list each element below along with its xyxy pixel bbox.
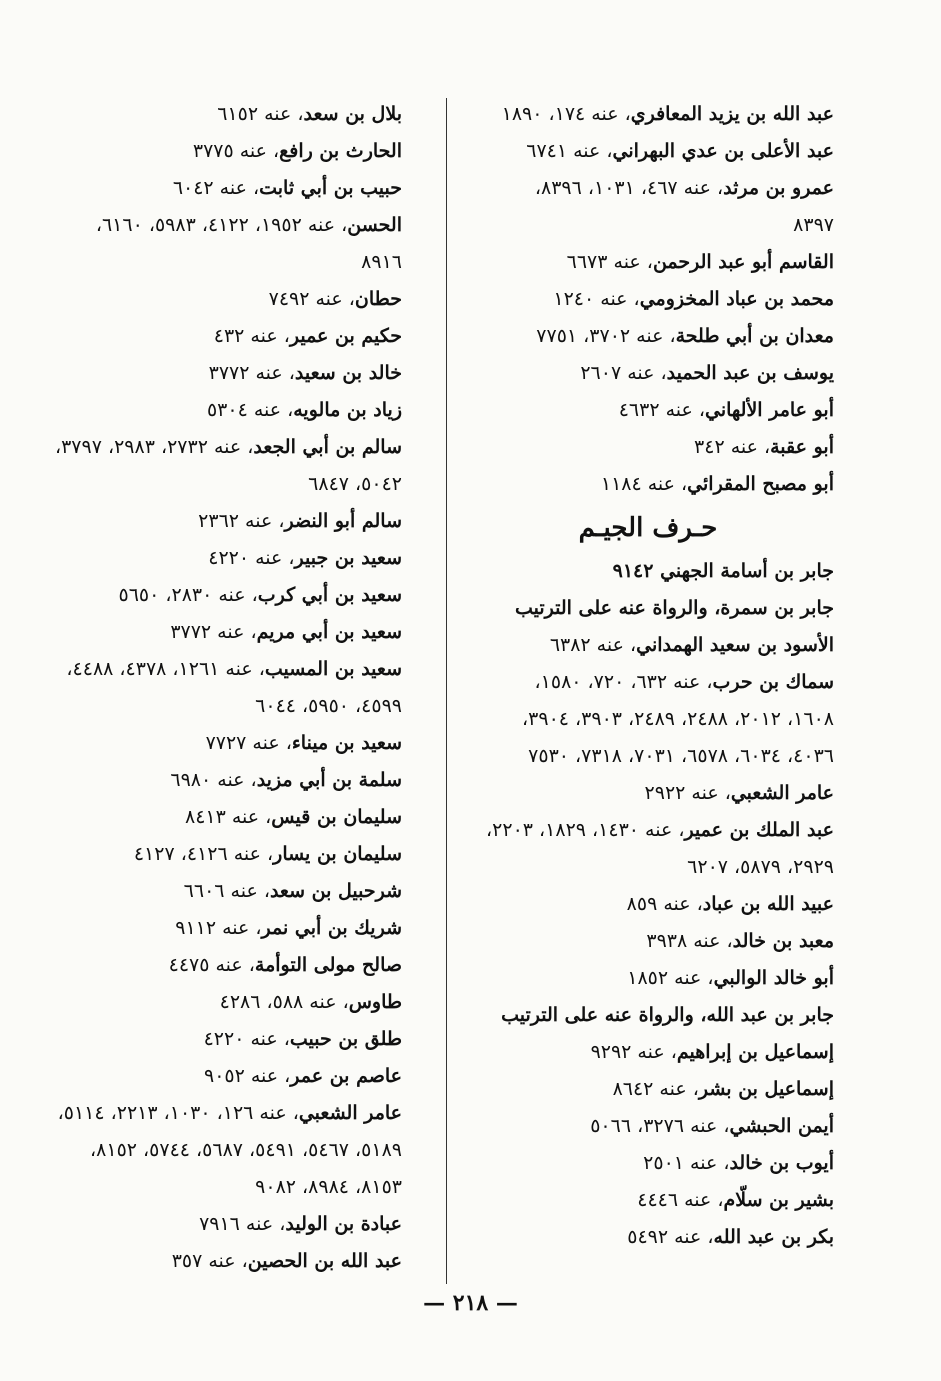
index-column-left	[20, 96, 402, 1280]
hadith-references: ، عنه ٣٩٣٨	[646, 930, 733, 952]
narrator-name: إسماعيل بن إبراهيم	[676, 1041, 834, 1063]
index-entry-continuation	[20, 244, 402, 281]
index-entry-continuation	[20, 1169, 402, 1206]
hadith-references: ، عنه ٣٧٠٢، ٧٧٥١	[536, 325, 676, 347]
index-entry	[462, 244, 834, 281]
narrator-name: إسماعيل بن بشر	[698, 1078, 834, 1100]
index-entry-continuation	[20, 688, 402, 725]
narrator-name: أبو مصبح المقرائي	[687, 473, 834, 495]
hadith-references: ، عنه ١٢٤٠	[553, 288, 640, 310]
hadith-references: ، عنه ٤٢٢٠	[203, 1028, 290, 1050]
column-divider	[446, 98, 447, 1284]
narrator-name: جابر بن سمرة، والرواة عنه على الترتيب	[514, 597, 834, 619]
index-entry	[462, 466, 834, 503]
hadith-references: ، عنه ١٤٣٠، ١٨٢٩، ٢٢٠٣،	[486, 819, 685, 841]
index-entry	[462, 553, 834, 590]
hadith-references: ، عنه ٥٨٨، ٤٢٨٦	[219, 991, 349, 1013]
index-entry	[462, 96, 834, 133]
narrator-name: حطان	[354, 288, 402, 310]
hadith-references: ٤٥٩٩، ٥٩٥٠، ٦٠٤٤	[255, 695, 402, 717]
hadith-references: ، عنه ٢٥٠١	[643, 1152, 730, 1174]
narrator-name: عمرو بن مرثد	[723, 177, 834, 199]
index-entry	[462, 886, 834, 923]
index-entry	[20, 1095, 402, 1132]
hadith-references: ، عنه ٢٣٦٢	[198, 510, 285, 532]
narrator-name: عامر الشعبي	[298, 1102, 402, 1124]
hadith-references: ، عنه ١٧٤، ١٨٩٠	[501, 103, 631, 125]
index-entry	[20, 133, 402, 170]
narrator-name: خالد بن سعيد	[294, 362, 402, 384]
index-entry	[20, 762, 402, 799]
hadith-references: ، عنه ٤٦٣٢	[618, 399, 706, 421]
index-entry	[20, 725, 402, 762]
hadith-references: ، عنه ٨٦٤٢	[612, 1078, 699, 1100]
narrator-name: شريك بن أبي نمر	[261, 917, 402, 939]
hadith-references: ٨١٥٣، ٨٩٨٤، ٩٠٨٢	[255, 1176, 402, 1198]
index-entry	[462, 590, 834, 627]
narrator-name: سلمة بن أبي مزيد	[256, 769, 402, 791]
index-entry-continuation	[20, 1132, 402, 1169]
narrator-name: عبد الأعلى بن عدي البهراني	[612, 140, 834, 162]
index-entry	[462, 1182, 834, 1219]
index-entry	[20, 96, 402, 133]
narrator-name: أبو عامر الألهاني	[705, 399, 834, 421]
hadith-references: ، عنه ٣٧٧٢	[170, 621, 257, 643]
index-entry	[20, 170, 402, 207]
hadith-references: ، عنه ١٢٦، ١٠٣٠، ٢٢١٣، ٥١١٤،	[57, 1102, 299, 1124]
hadith-references: ، عنه ٩٢٩٢	[590, 1041, 677, 1063]
hadith-references: ، عنه ٦٩٨٠	[170, 769, 257, 791]
narrator-name: عبد الملك بن عمير	[684, 819, 834, 841]
narrator-name: سماك بن حرب	[712, 671, 834, 693]
index-entry-continuation	[462, 207, 834, 244]
hadith-references: ، عنه ٣٥٧	[171, 1250, 248, 1272]
narrator-name: شرحبيل بن سعد	[269, 880, 402, 902]
narrator-name: بلال بن سعد	[303, 103, 402, 125]
index-entry	[462, 923, 834, 960]
index-entry	[20, 429, 402, 466]
narrator-name: سالم بن أبي الجعد	[253, 436, 402, 458]
index-entry	[462, 1219, 834, 1256]
hadith-references: ، عنه ٦٧٤١	[526, 140, 613, 162]
hadith-references: ٢٩٢٩، ٥٨٧٩، ٦٢٠٧	[687, 856, 834, 878]
hadith-references: ، عنه ١٨٥٢	[627, 967, 714, 989]
narrator-name: عبد الله بن الحصين	[247, 1250, 402, 1272]
narrator-name: عبيد الله بن عباد	[702, 893, 834, 915]
index-entry	[20, 1021, 402, 1058]
index-entry	[462, 1034, 834, 1071]
hadith-references: ، عنه ٦٣٨٢	[549, 634, 637, 656]
index-entry	[462, 318, 834, 355]
narrator-name: سالم أبو النضر	[284, 510, 402, 532]
index-entry	[462, 664, 834, 701]
hadith-references: ، عنه ٢٧٣٢، ٢٩٨٣، ٣٧٩٧،	[54, 436, 254, 458]
narrator-name: القاسم أبو عبد الرحمن	[652, 251, 834, 273]
hadith-references: ، عنه ٤٦٧، ١٠٣١، ٨٣٩٦،	[534, 177, 724, 199]
hadith-references: ٥١٨٩، ٥٤٦٧، ٥٤٩١، ٥٦٨٧، ٥٧٤٤، ٨١٥٢،	[90, 1139, 402, 1161]
narrator-name: حكيم بن عمير	[289, 325, 402, 347]
index-entry	[20, 984, 402, 1021]
narrator-name: الحارث بن رافع	[279, 140, 402, 162]
narrator-name: أيمن الحبشي	[729, 1115, 834, 1137]
hadith-references: ، عنه ٦٠٤٢	[172, 177, 260, 199]
index-entry	[20, 392, 402, 429]
narrator-name: طاوس	[348, 991, 402, 1013]
narrator-name: الأسود بن سعيد الهمداني	[636, 634, 834, 656]
narrator-name: زياد بن مالويه	[293, 399, 402, 421]
page-number: — ٢١٨ —	[423, 1290, 518, 1316]
index-entry-continuation	[20, 466, 402, 503]
narrator-name: سعيد بن المسيب	[264, 658, 402, 680]
narrator-name: أبو عقبة	[770, 436, 834, 458]
hadith-references: ، عنه ٦١٥٢	[217, 103, 304, 125]
hadith-references: ، عنه ١١٨٤	[600, 473, 688, 495]
hadith-references: ، عنه ٦٣٢، ٧٢٠، ١٥٨٠،	[534, 671, 713, 693]
hadith-references: ، عنه ٣٧٧٢	[208, 362, 295, 384]
index-entry	[20, 540, 402, 577]
hadith-references: ، عنه ٨٥٩	[626, 893, 703, 915]
hadith-references: ، عنه ٧٩١٦	[199, 1213, 286, 1235]
hadith-references: ، عنه ٢٨٣٠، ٥٦٥٠	[118, 584, 258, 606]
index-entry-continuation	[462, 849, 834, 886]
index-entry	[462, 133, 834, 170]
hadith-references: ، عنه ٣٢٧٦، ٥٠٦٦	[590, 1115, 730, 1137]
hadith-references: ، عنه ٤٣٢	[213, 325, 290, 347]
index-entry	[462, 392, 834, 429]
hadith-references: ، عنه ٣٧٧٥	[192, 140, 280, 162]
hadith-references: ، عنه ١٩٥٢، ٤١٢٢، ٥٩٨٣، ٦١٦٠،	[95, 214, 348, 236]
narrator-name: طلق بن حبيب	[289, 1028, 402, 1050]
hadith-references: ، عنه ٤٤٧٥	[168, 954, 255, 976]
narrator-name: محمد بن عباد المخزومي	[639, 288, 834, 310]
narrator-name: سعيد بن جبير	[294, 547, 402, 569]
narrator-name: حبيب بن أبي ثابت	[259, 177, 402, 199]
hadith-references: ، عنه ٢٩٢٢	[644, 782, 731, 804]
narrator-name: بشير بن سلّام	[723, 1189, 834, 1211]
narrator-name: بكر بن عبد الله	[713, 1226, 834, 1248]
narrator-name: عبادة بن الوليد	[285, 1213, 402, 1235]
narrator-name: سعيد بن أبي كرب	[257, 584, 402, 606]
index-entry	[20, 577, 402, 614]
index-entry-continuation	[462, 738, 834, 775]
hadith-references: ٨٩١٦	[361, 251, 402, 273]
hadith-references: ، عنه ٧٧٢٧	[205, 732, 292, 754]
hadith-references: ، عنه ٣٤٢	[694, 436, 771, 458]
hadith-references: ، عنه ٥٣٠٤	[206, 399, 294, 421]
narrator-name: جابر بن عبد الله، والرواة عنه على الترتيب	[501, 1004, 834, 1026]
index-entry-continuation	[462, 701, 834, 738]
hadith-references: ، عنه ٩١١٢	[175, 917, 262, 939]
index-entry	[20, 651, 402, 688]
narrator-name: أبو خالد الوالبي	[713, 967, 834, 989]
index-entry	[20, 318, 402, 355]
index-entry	[462, 960, 834, 997]
index-entry	[462, 355, 834, 392]
hadith-references: ، عنه ٢٦٠٧	[580, 362, 667, 384]
index-entry	[20, 614, 402, 651]
hadith-references: ، عنه ٤٢٢٠	[208, 547, 295, 569]
index-entry	[20, 910, 402, 947]
index-entry	[20, 947, 402, 984]
narrator-name: معدان بن أبي طلحة	[675, 325, 834, 347]
hadith-references: ، عنه ٧٤٩٢	[268, 288, 355, 310]
index-entry	[462, 170, 834, 207]
narrator-name: سعيد بن أبي مريم	[256, 621, 402, 643]
index-entry	[462, 1108, 834, 1145]
narrator-name: سليمان بن قيس	[271, 806, 402, 828]
section-heading: حـرف الجيـم	[578, 513, 718, 543]
index-entry	[462, 627, 834, 664]
narrator-name: أيوب بن خالد	[729, 1152, 834, 1174]
index-entry	[20, 207, 402, 244]
index-entry	[462, 812, 834, 849]
narrator-name: صالح مولى التوأمة	[254, 954, 402, 976]
index-entry	[462, 1071, 834, 1108]
narrator-name: سليمان بن يسار	[273, 843, 402, 865]
hadith-references: ، عنه ٤٤٤٦	[637, 1189, 724, 1211]
index-entry	[462, 775, 834, 812]
narrator-name: جابر بن أسامة الجهني ٩١٤٢	[612, 560, 834, 582]
index-entry	[20, 503, 402, 540]
index-entry	[20, 799, 402, 836]
hadith-references: ، عنه ٤١٢٦، ٤١٢٧	[133, 843, 274, 865]
index-entry	[20, 355, 402, 392]
narrator-name: الحسن	[347, 214, 402, 236]
hadith-references: ٥٠٤٢، ٦٨٤٧	[308, 473, 402, 495]
hadith-references: ١٦٠٨، ٢٠١٢، ٢٤٨٨، ٢٤٨٩، ٣٩٠٣، ٣٩٠٤،	[522, 708, 834, 730]
narrator-name: معبد بن خالد	[732, 930, 834, 952]
hadith-references: ، عنه ٥٤٩٢	[627, 1226, 714, 1248]
index-entry	[20, 1206, 402, 1243]
hadith-references: ٨٣٩٧	[793, 214, 834, 236]
hadith-references: ٤٠٣٦، ٦٠٣٤، ٦٥٧٨، ٧٠٣١، ٧٣١٨، ٧٥٣٠	[528, 745, 834, 767]
index-entry	[462, 429, 834, 466]
index-entry	[20, 873, 402, 910]
index-entry	[462, 281, 834, 318]
index-entry	[20, 836, 402, 873]
hadith-references: ، عنه ٨٤١٣	[185, 806, 272, 828]
index-entry	[20, 1243, 402, 1280]
index-column-right	[462, 96, 834, 1256]
narrator-name: يوسف بن عبد الحميد	[666, 362, 834, 384]
narrator-name: عامر الشعبي	[730, 782, 834, 804]
index-entry	[20, 1058, 402, 1095]
narrator-name: عاصم بن عمر	[290, 1065, 402, 1087]
index-entry	[462, 1145, 834, 1182]
hadith-references: ، عنه ٦٦٠٦	[183, 880, 270, 902]
narrator-name: عبد الله بن يزيد المعافري	[630, 103, 834, 125]
hadith-references: ، عنه ١٢٦١، ٤٣٧٨، ٤٤٨٨،	[66, 658, 265, 680]
index-entry	[20, 281, 402, 318]
hadith-references: ، عنه ٩٠٥٢	[204, 1065, 291, 1087]
narrator-name: سعيد بن ميناء	[291, 732, 402, 754]
hadith-references: ، عنه ٦٦٧٣	[566, 251, 653, 273]
index-entry	[462, 997, 834, 1034]
